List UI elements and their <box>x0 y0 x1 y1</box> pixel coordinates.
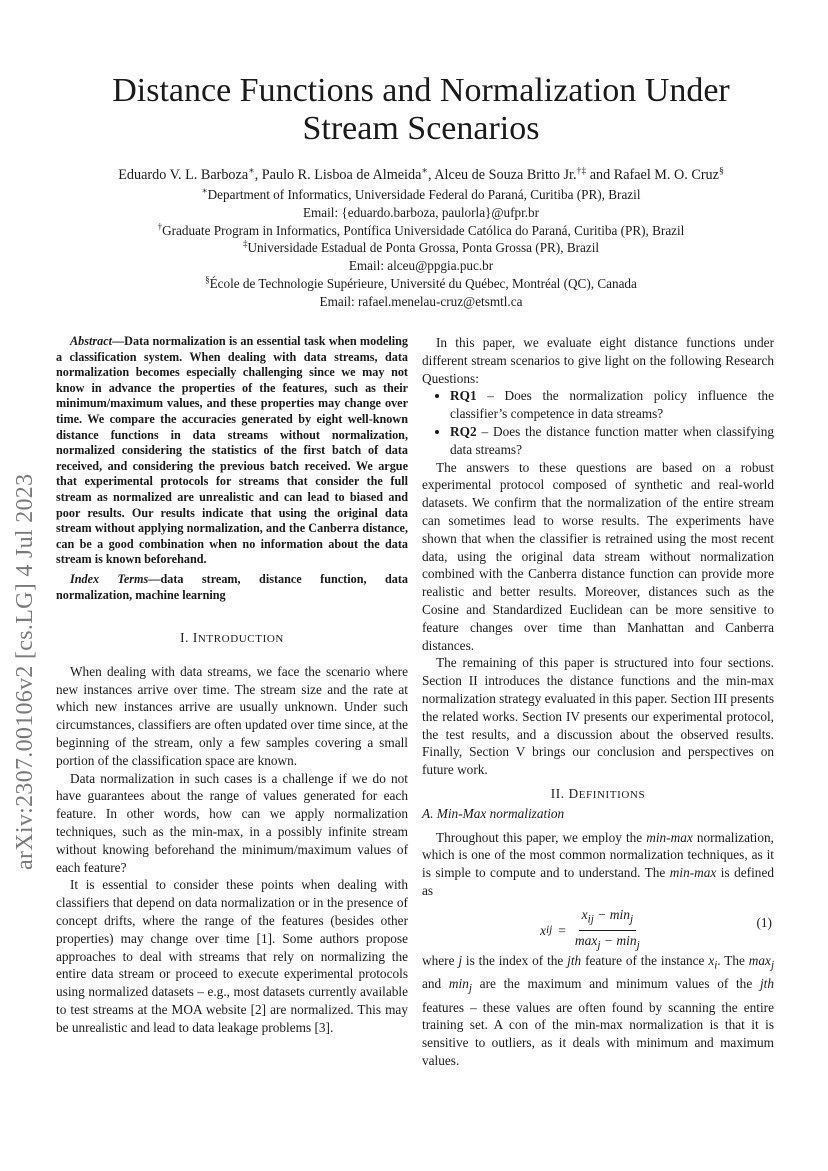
eq-sub: j <box>629 913 634 926</box>
text-run: is the index of the <box>462 952 568 968</box>
emphasis: min-max <box>646 829 693 845</box>
abstract-text: —Data normalization is an essential task when modeling a classification system. When dealing with data streams, data normalization becomes especially challenging since we may not know in advance the properties of the features, such as their minimum/maximum values, and these properties may change over time. We compare the accuracies generated by eight well-known distance functions in data streams without normalization, normalized considering the statistics of the first batch of data received, and considering the previous batch received. We argue that experimental protocols for streams that consider the full stream as normalized are unrealistic and can lead to biased and poor results. Our results indicate that using the original data stream without applying normalization, and the Canberra distance, can be a good combination when no information about the data stream is known beforehand. <box>56 334 408 567</box>
rq-label: RQ2 <box>450 423 477 439</box>
text-run: is defined as <box>422 865 774 898</box>
eq-term: max <box>574 933 598 949</box>
rq-text: – Does the normalization policy influence the classifier’s competence in data streams? <box>450 388 774 422</box>
body-paragraph: The answers to these questions are based on a robust experimental protocol composed of synthetic and real-world datasets. We confirm that the normalization of the entire stream can sometimes lead to worse results. The experiments have shown that when the classifier is retrained using the most recent data, using the original data stream without normalization combined with the Canberra distance function can provide more realistic and better results. Moreover, distances such as the Cosine and Standardized Euclidean can be more sensitive to feature changes over time than Manhattan and Canberra distances. <box>422 459 774 653</box>
author-name: Rafael M. O. Cruz <box>613 167 719 183</box>
index-terms-text: —data stream, distance function, data normalization, machine learning <box>56 571 408 602</box>
math: min <box>448 976 469 992</box>
affiliation-text: Department of Informatics, Universidade Federal do Paraná, Curitiba (PR), Brazil <box>207 187 641 202</box>
list-item <box>450 423 774 459</box>
text-run: are the maximum and minimum values of the <box>471 976 760 992</box>
emphasis: min-max <box>669 865 717 881</box>
intro-paragraph: It is essential to consider these points when dealing with classifiers that depend on data normalization or in the presence of concept drifts, where the range of the features (besides other properties) may change over time [1]. Some authors propose approaches to deal with streams that rely on normalizing the entire data stream or proceed to execute experimental protocols using normalized datasets – e.g., most datasets currently available to test streams at the MOA website [2] are normalized. This may be unrealistic and lead to data leakage problems [3]. <box>56 877 408 1035</box>
section-heading-rest: NTRODUCTION <box>197 633 284 646</box>
affiliation-line <box>50 222 792 240</box>
affiliation-line <box>50 239 792 257</box>
section-heading-first-letter: D <box>568 785 579 801</box>
section-numeral: II. <box>550 785 569 801</box>
equation-number: (1) <box>756 914 772 930</box>
eq-sub: j <box>636 939 640 952</box>
equation-body <box>540 906 643 956</box>
list-item <box>450 387 774 423</box>
math-sub: i <box>714 959 718 972</box>
rq-label: RQ1 <box>450 388 477 404</box>
math: jth <box>567 952 582 968</box>
math-sub: j <box>468 982 472 995</box>
abstract-label: Abstract <box>70 334 112 348</box>
author-mark: ∗ <box>421 165 428 177</box>
equation-min-max <box>422 900 774 952</box>
title-line-2: Stream Scenarios <box>302 110 540 147</box>
email-line <box>50 257 792 275</box>
author-separator: , <box>427 167 435 183</box>
section-heading-first-letter: I <box>192 630 198 646</box>
eq-term: − min <box>600 933 637 949</box>
author-list <box>50 166 792 184</box>
body-paragraph <box>422 829 774 900</box>
author-name: Eduardo V. L. Barboza <box>118 167 249 183</box>
research-questions <box>422 387 774 458</box>
eq-sub: ij <box>587 913 594 926</box>
section-heading-rest: EFINITIONS <box>578 788 646 801</box>
section-heading-introduction <box>56 629 408 649</box>
text-run: features – these values are often found by scanning the entire training set. A con of the min-max normalization is that it is sensitive to outliers, as it deals with minimum and maximum values. <box>422 999 774 1068</box>
affiliations <box>50 186 792 311</box>
affiliation-mark: § <box>205 274 210 285</box>
eq-denominator <box>572 931 643 955</box>
math: max <box>748 952 771 968</box>
intro-paragraph: Data normalization in such cases is a challenge if we do not have guarantees about the range of values generated for each feature. In other words, how can we apply normalization techniques, such as the min-max, in a possibly infinite stream without knowing beforehand the minimum/maximum values of each feature? <box>56 770 408 875</box>
eq-term: − min <box>593 906 630 922</box>
arxiv-identifier: arXiv:2307.00106v2 [cs.LG] 4 Jul 2023 <box>12 473 38 870</box>
math-sub: j <box>770 959 775 972</box>
abstract <box>56 334 408 568</box>
author-separator: and <box>586 167 614 183</box>
paper-title <box>60 72 782 148</box>
text-run: . The <box>717 952 749 968</box>
email-text: Email: rafael.menelau-cruz@etsmtl.ca <box>319 293 523 309</box>
text-run: and <box>422 976 449 992</box>
author-mark: ∗ <box>248 165 255 177</box>
rq-text: – Does the distance function matter when classifying data streams? <box>450 423 774 457</box>
right-column <box>422 334 774 1070</box>
section-numeral: I. <box>180 630 193 646</box>
math: jth <box>759 976 774 992</box>
author-name: Paulo R. Lisboa de Almeida <box>261 167 422 183</box>
text-run: where <box>422 952 459 968</box>
eq-lhs: x <box>540 922 546 938</box>
email-text: Email: alceu@ppgia.puc.br <box>348 258 494 274</box>
math: x <box>708 952 715 968</box>
email-text: Email: {eduardo.barboza, paulorla}@ufpr.br <box>302 204 540 220</box>
affiliation-line <box>50 186 792 204</box>
left-column <box>56 334 408 1037</box>
author-name: Alceu de Souza Britto Jr. <box>434 167 577 183</box>
email-line <box>50 293 792 311</box>
eq-equals: = <box>558 922 566 938</box>
affiliation-mark: † <box>157 221 163 232</box>
intro-paragraph: When dealing with data streams, we face the scenario where new instances arrive over time. The stream size and the rate at which new instances arrive are usually unknown. Under such circumstances, classifiers are often updated over time since, at the beginning of the stream, only a few samples covering a small portion of the classification space are known. <box>56 663 408 768</box>
affiliation-text: Universidade Estadual de Ponta Grossa, Ponta Grossa (PR), Brazil <box>247 240 600 256</box>
eq-fraction <box>572 906 643 956</box>
affiliation-text: École de Technologie Supérieure, Université du Québec, Montréal (QC), Canada <box>209 275 637 291</box>
math: j <box>458 952 463 968</box>
body-paragraph <box>422 952 774 1070</box>
affiliation-line <box>50 275 792 293</box>
text-run: feature of the instance <box>581 952 709 968</box>
text-run: Throughout this paper, we employ the <box>436 829 647 845</box>
body-paragraph: In this paper, we evaluate eight distance functions under different stream scenarios to give light on the following Research Questions: <box>422 335 774 386</box>
subsection-heading: A. Min-Max normalization <box>422 805 565 821</box>
affiliation-text: Graduate Program in Informatics, Pontífica Universidade Católica do Paraná, Curitiba (PR), Brazil <box>162 222 685 238</box>
title-line-1: Distance Functions and Normalization Under <box>112 72 730 109</box>
text-run: normalization, which is one of the most common normalization techniques, as it is simple to compute and to understand. The <box>422 829 774 881</box>
index-terms <box>56 572 408 603</box>
eq-lhs-sub: ij <box>546 923 553 936</box>
author-separator: , <box>254 167 262 183</box>
author-mark: § <box>718 165 724 177</box>
author-mark: †‡ <box>576 165 587 177</box>
eq-term: x <box>581 906 588 922</box>
index-terms-label: Index Terms <box>70 571 149 586</box>
body-paragraph: The remaining of this paper is structured into four sections. Section II introduces the distance functions and the min-max normalization strategy evaluated in this paper. Section III presents the related works. Section IV presents our experimental protocol, the test results, and a discussion about the observed results. Finally, Section V brings our conclusion and perspectives on future work. <box>422 655 774 778</box>
affiliation-mark: ∗ <box>201 185 208 196</box>
email-line <box>50 204 792 222</box>
section-heading-definitions <box>422 785 774 805</box>
affiliation-mark: ‡ <box>242 239 248 249</box>
eq-numerator <box>579 906 637 931</box>
eq-sub: j <box>597 939 601 952</box>
